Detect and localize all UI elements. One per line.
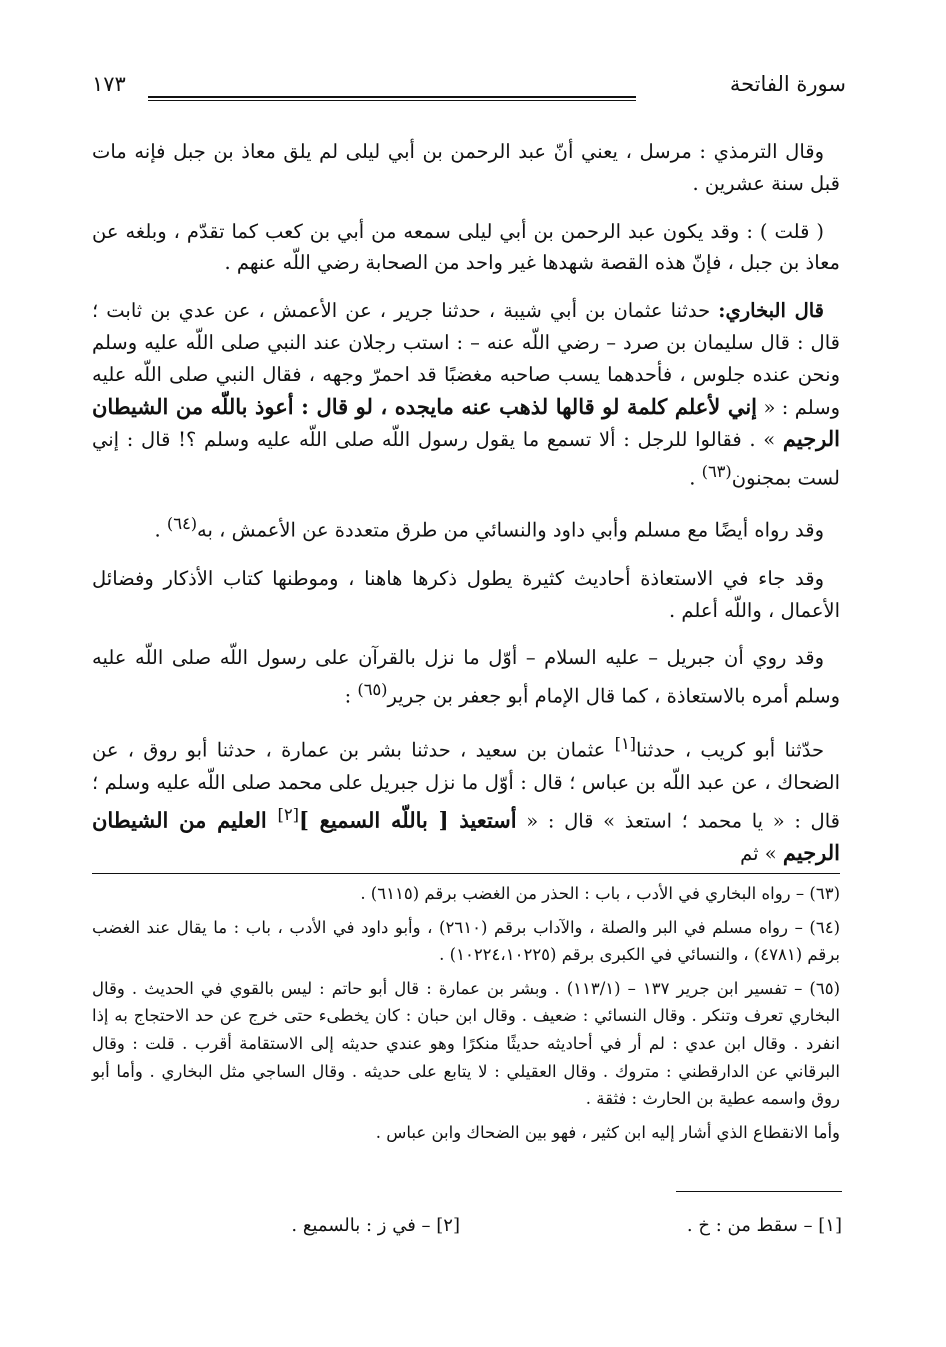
footnote-64: (٦٤) – رواه مسلم في البر والصلة ، والآداب برقم (٢٦١٠) ، وأبو داود في الأدب ، باب : ما يقال عند الغضب برقم (٤٧٨١) ، والنسائي في الكبرى برقم (١٠٢٢٤،١٠٢٢٥) . (92, 917, 840, 965)
hadith-quote: إني لأعلم كلمة لو قالها لذهب عنه مايجده ، لو قال : أعوذ باللّه من الشيطان الرجيم (92, 393, 840, 452)
variant-ref-1: [١] (614, 734, 637, 754)
header-rule (148, 96, 636, 101)
paragraph-tirmidhi: وقال الترمذي : مرسل ، يعني أنّ عبد الرحمن بن أبي ليلى لم يلق معاذ بن جبل فإنه مات قبل سنة عشرين . (92, 140, 840, 195)
footnotes (92, 880, 840, 1152)
variants-rule (676, 1191, 842, 1192)
istiadhah-formula-1: أستعيذ [ باللّه السميع ] (298, 807, 517, 833)
footnote-65-continuation: وأما الانقطاع الذي أشار إليه ابن كثير ، فهو بين الضحاك وابن عباس . (375, 1122, 840, 1142)
paragraph-istiadhah: وقد جاء في الاستعاذة أحاديث كثيرة يطول ذكرها هاهنا ، وموطنها كتاب الأذكار وفضائل الأعمال ، واللّه أعلم . (92, 566, 840, 622)
isnad-text-1: حدّثنا أبو كريب ، حدثنا (636, 738, 824, 762)
isnad-text-3: » ثم (740, 841, 783, 865)
bukhari-text-2: » . فقالوا للرجل : ألا تسمع ما يقول رسول اللّه صلى اللّه عليه وسلم ؟! قال : إني لست بمجنون (92, 428, 840, 490)
variant-note-2: [٢] – في ز : بالسميع . (291, 1215, 460, 1236)
riwayah-tail: . (154, 518, 167, 542)
jibril-tail: : (344, 684, 358, 708)
paragraph-bukhari (92, 295, 840, 494)
paragraph-jibril (92, 642, 840, 712)
footnote-ref-63: (٦٣) (701, 462, 732, 482)
bukhari-text-1: حدثنا عثمان بن أبي شيبة ، حدثنا جرير ، عن الأعمش ، عن عدي بن ثابت ؛ قال : قال سليمان بن صرد – رضي اللّه عنه – : استب رجلان عند النبي صلى اللّه عليه وسلم ونحن عنده جلوس ، فأحدهما يسب صاحبه مغضبًا قد احمرّ وجهه ، فقال النبي صلى اللّه عليه وسلم : « (92, 299, 840, 419)
paragraph-qultu: ( قلت ) : وقد يكون عبد الرحمن بن أبي ليلى سمعه من أبي بن كعب كما تقدّم ، وبلغه عن معاذ بن جبل ، فإنّ هذه القصة شهدها غير واحد من الصحابة رضي اللّه عنهم . (92, 219, 840, 275)
footnote-ref-65: (٦٥) (357, 680, 388, 700)
variant-note-1: [١] – سقط من : خ . (686, 1215, 842, 1236)
bukhari-lead: قال البخاري: (718, 299, 825, 323)
jibril-text: وقد روي أن جبريل – عليه السلام – أوّل ما نزل بالقرآن على رسول اللّه صلى اللّه عليه وسلم أمره بالاستعاذة ، كما قال الإمام أبو جعفر بن جرير (92, 646, 840, 708)
paragraph-isnad (92, 728, 840, 869)
footnote-63: (٦٣) – رواه البخاري في الأدب ، باب : الحذر من الغضب برقم (٦١١٥) . (360, 884, 840, 903)
istiadhah-formula-2: العليم من الشيطان الرجيم (92, 807, 840, 865)
riwayah-text: وقد رواه أيضًا مع مسلم وأبي داود والنسائي من طرق متعددة عن الأعمش ، به (197, 518, 824, 542)
footnote-rule (92, 873, 840, 874)
footnote-ref-64: (٦٤) (166, 514, 198, 534)
footnote-65: (٦٥) – تفسير ابن جرير ١٣٧ – (١١٣/١) . وبشر بن عمارة : قال أبو حاتم : ليس بالقوي في الحديث . وقال البخاري تعرف وتنكر . وقال النسائي : ضعيف . وقال ابن حبان : كان يخطىء حتى خرج عن حد الاحتجاج به إذا انفرد . وقال ابن عدي : لم أر في أحاديثه حديثًا منكرًا وهو عندي حديثه إلى الاستقامة أقرب . قلت : وقال البرقاني عن الدارقطني : متروك . وقال العقيلي : لا يتابع على حديثه . وقال الساجي مثل البخاري . وأما أبو روق واسمه عطية بن الحارث : فثقة . (92, 978, 840, 1109)
main-text (92, 136, 840, 886)
surah-title: سورة الفاتحة (729, 72, 846, 96)
variant-ref-2: [٢] (277, 804, 299, 824)
paragraph-riwayah (92, 508, 840, 546)
page-number: ١٧٣ (92, 72, 126, 96)
bukhari-tail: . (689, 466, 702, 490)
isnad-text-2: عثمان بن سعيد ، حدثنا بشر بن عمارة ، حدثنا أبو روق ، عن الضحاك ، عن عبد اللّه بن عباس ؛ قال : أوّل ما نزل جبريل على محمد صلى اللّه عليه وسلم ؛ قال : « يا محمد ؛ استعذ » قال : « (92, 738, 840, 833)
